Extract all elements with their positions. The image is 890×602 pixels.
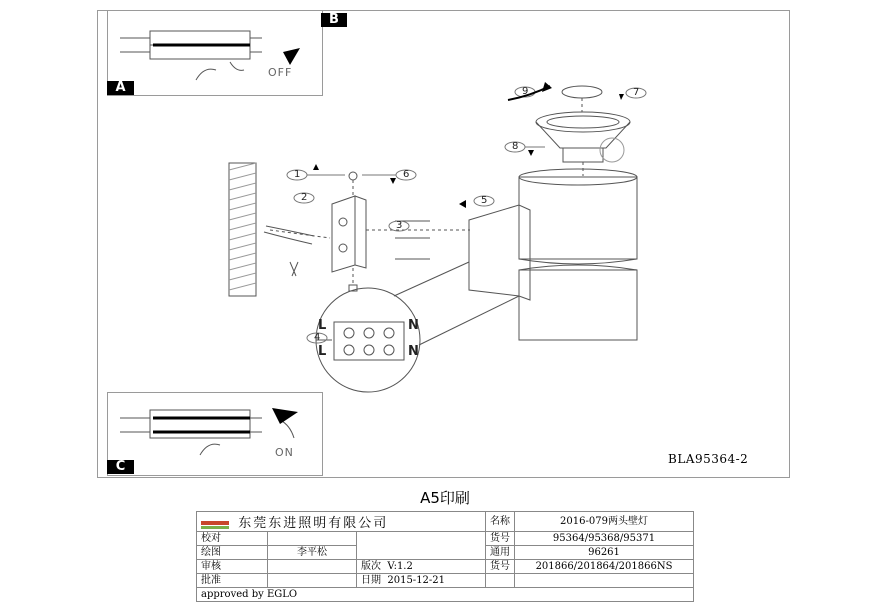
callout-4: 4 bbox=[314, 332, 321, 343]
review-label: 审核 bbox=[197, 560, 268, 574]
name-value: 2016-079两头壁灯 bbox=[515, 512, 694, 532]
callout-3: 3 bbox=[396, 220, 403, 231]
general-value-1: 96261 bbox=[515, 546, 694, 560]
check-label: 校对 bbox=[197, 532, 268, 546]
switch-on-label: ON bbox=[275, 446, 294, 459]
drawing-code: BLA95364-2 bbox=[668, 452, 749, 466]
approved-by: approved by EGLO bbox=[197, 588, 694, 602]
inset-c-tag: C bbox=[107, 460, 134, 474]
company-logo bbox=[201, 519, 229, 531]
general-label-2: 货号 bbox=[486, 560, 515, 574]
drafter-name: 李平松 bbox=[268, 546, 357, 560]
callout-8: 8 bbox=[512, 141, 519, 152]
lamp-body bbox=[469, 169, 637, 340]
date-label: 日期 bbox=[361, 575, 381, 586]
terminal-l-bottom: L bbox=[318, 344, 327, 359]
switch-off-label: OFF bbox=[268, 66, 293, 79]
callout-2: 2 bbox=[301, 192, 308, 203]
callout-1: 1 bbox=[294, 169, 301, 180]
item-label: 货号 bbox=[486, 532, 515, 546]
version-value: V:1.2 bbox=[387, 561, 413, 572]
name-label: 名称 bbox=[486, 512, 515, 532]
approve-label: 批准 bbox=[197, 574, 268, 588]
callout-5: 5 bbox=[481, 195, 488, 206]
version-label: 版次 bbox=[361, 561, 381, 572]
title-block bbox=[196, 511, 694, 602]
draw-label: 绘图 bbox=[197, 546, 268, 560]
company-name: 东莞东进照明有限公司 bbox=[238, 516, 389, 531]
print-title: A5印刷 bbox=[420, 489, 470, 507]
terminal-block-off bbox=[120, 31, 262, 80]
inset-b-tag: B bbox=[321, 13, 347, 27]
terminal-l-top: L bbox=[318, 318, 327, 333]
mounting-bracket bbox=[264, 172, 470, 291]
item-value: 95364/95368/95371 bbox=[515, 532, 694, 546]
terminal-n-top: N bbox=[408, 318, 419, 333]
callout-7: 7 bbox=[633, 87, 640, 98]
callout-leaders bbox=[287, 87, 646, 343]
terminal-n-bottom: N bbox=[408, 344, 419, 359]
date-value: 2015-12-21 bbox=[387, 575, 446, 586]
callout-6: 6 bbox=[403, 169, 410, 180]
inset-a-tag: A bbox=[107, 81, 134, 95]
general-label-1: 通用 bbox=[486, 546, 515, 560]
wall-section bbox=[229, 163, 256, 296]
callout-9: 9 bbox=[522, 86, 529, 97]
reflector-assembly bbox=[536, 86, 630, 176]
general-value-2: 201866/201864/201866NS bbox=[515, 560, 694, 574]
